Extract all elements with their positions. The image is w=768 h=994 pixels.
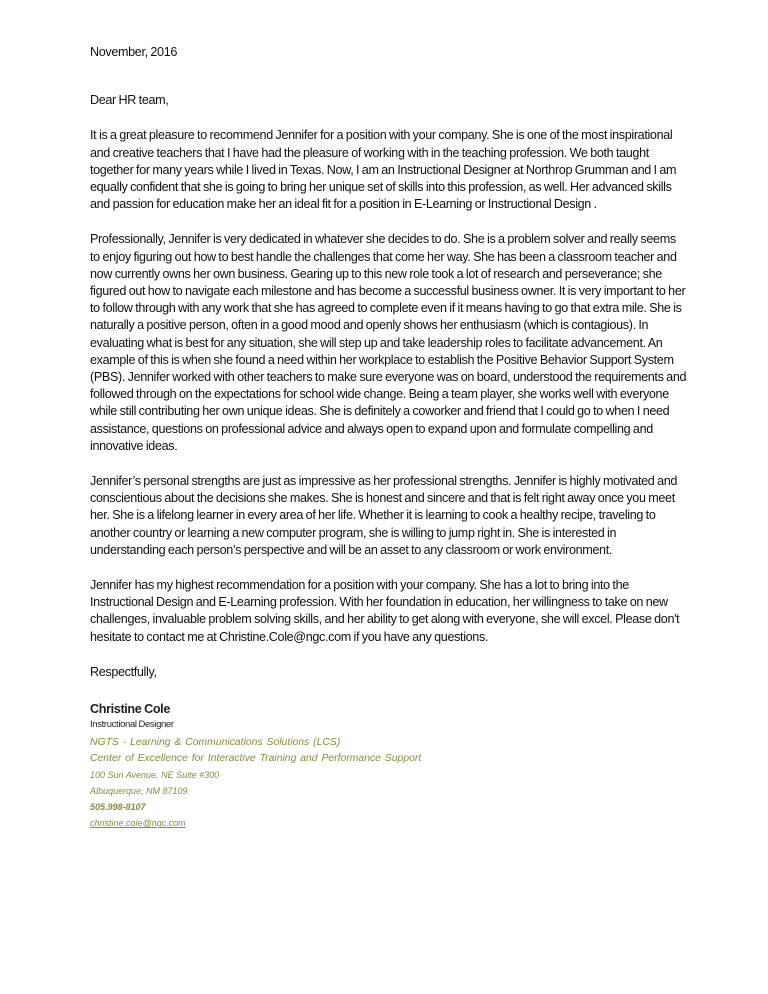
paragraph-introduction: It is a great pleasure to recommend Jennifer for a position with your company. She is one of the most inspirational and creative teachers that I have had the pleasure of working with in the teaching profession. We both taught together for many years while I lived in Texas. Now, I am an Instructional Designer at Northrop Grumman and I am equally confident that she is going to bring her unique set of skills into this profession, as well. Her advanced skills and passion for education make her an ideal fit for a position in E-Learning or Instructional Design . <box>90 128 677 212</box>
address-line-1: 100 Sun Avenue, NE Suite #300 <box>90 770 220 781</box>
signature-block <box>90 701 688 831</box>
paragraph-personal: Jennifer’s personal strengths are just as impressive as her professional strengths. Jennifer is highly motivated and conscientious about the decisions she makes. She is honest and sincere and that is felt right away once you meet her. She is a lifelong learner in every area of her life. Whether it is learning to cook a healthy recipe, traveling to another country or learning a new computer program, she is willing to jump right in. She is interested in understanding each person’s perspective and will be an asset to any classroom or work environment. <box>90 474 678 557</box>
letter-date: November, 2016 <box>90 45 178 59</box>
signer-center: Center of Excellence for Interactive Training and Performance Support <box>90 753 422 765</box>
salutation: Dear HR team, <box>90 93 169 108</box>
signer-title: Instructional Designer <box>90 719 174 731</box>
paragraph-professional: Professionally, Jennifer is very dedicated in whatever she decides to do. She is a problem solver and really seems to enjoy figuring out how to best handle the challenges that come her way. She has been a classroom teacher and now currently owns her own business. Gearing up to this new role took a lot of research and perseverance; she figured out how to navigate each milestone and has become a successful business owner. It is very important to her to follow through with any work that she has agreed to complete even if it means having to go that extra mile. She is naturally a positive person, often in a good mood and openly shows her enthusiasm (which is contagious). In evaluating what is best for any situation, she will step up and take leadership roles to facilitate advancement. An example of this is when she found a need within her workplace to establish the Positive Behavior Support System (PBS). Jennifer worked with other teachers to make sure everyone was on board, understood the requirements and followed through on the expectations for school wide change. Being a team player, she works well with everyone while still contributing her own unique ideas. She is definitely a coworker and friend that I could go to when I need assistance, questions on professional advice and always open to expand upon and formulate compelling and innovative ideas. <box>90 232 687 453</box>
address-line-2: Albuquerque, NM 87109 <box>90 786 188 797</box>
paragraph-recommendation: Jennifer has my highest recommendation for a position with your company. She has a lot to bring into the Instructional Design and E-Learning profession. With her foundation in education, her willingness to take on new challenges, invaluable problem solving skills, and her ability to get along with everyone, she will excel. Please don't hesitate to contact me at Christine.Cole@ngc.com if you have any questions. <box>90 578 680 644</box>
signer-phone: 505.998-8107 <box>90 802 146 813</box>
signer-name: Christine Cole <box>90 702 170 717</box>
closing: Respectfully, <box>90 664 157 679</box>
signer-email-link[interactable]: christine.cole@ngc.com <box>90 818 186 829</box>
signer-organization: NGTS - Learning & Communications Solutions (LCS) <box>90 737 341 749</box>
letter-body <box>90 44 688 831</box>
